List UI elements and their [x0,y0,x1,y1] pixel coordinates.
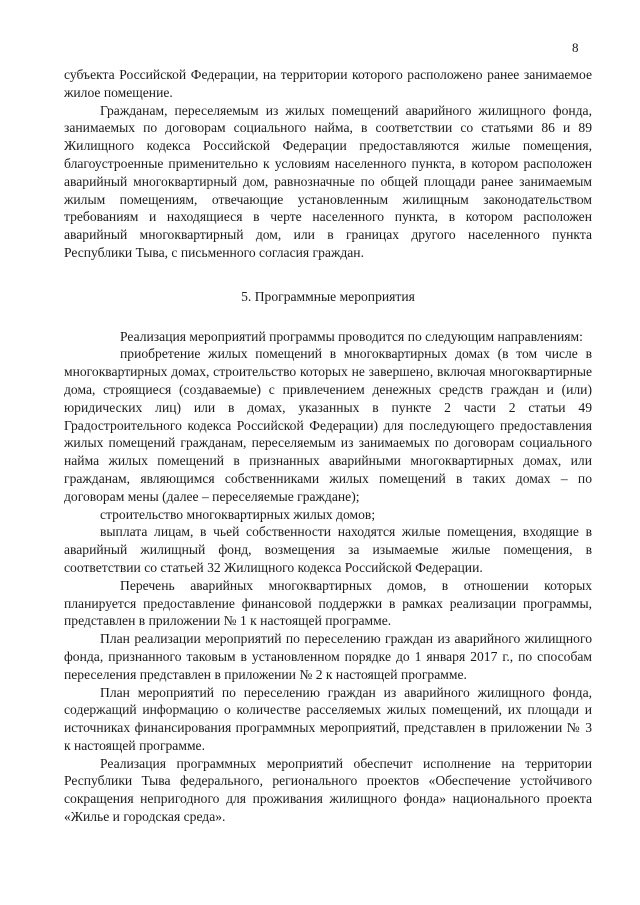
paragraph-appendix-3: План мероприятий по переселению граждан из аварийного жилищного фонда, содержащий информацию о количестве расселяемых жилых помещений, их площади и источниках финансирования программных мероприятий, представлен в приложении № 3 к настоящей программе. [64,684,592,753]
section-heading: 5. Программные мероприятия [241,288,415,304]
list-item-compensation: выплата лицам, в чьей собственности находятся жилые помещения, входящие в аварийный жилищный фонд, возмещения за изымаемые жилые помещения, в соответствии со статьей 32 Жилищного кодекса Российской Федерации. [64,524,592,575]
paragraph-appendix-1: Перечень аварийных многоквартирных домов, в отношении которых планируется предоставление финансовой поддержки в рамках реализации программы, представлен в приложении № 1 к настоящей программе. [64,577,592,629]
paragraph-appendix-2: План реализации мероприятий по переселению граждан из аварийного жилищного фонда, признанного таковым в установленном порядке до 1 января 2017 г., по способам переселения представлен в приложении № 2 к настоящей программе. [64,631,592,682]
list-item-construction: строительство многоквартирных жилых домов; [100,506,376,522]
page-number: 8 [572,40,579,55]
list-item-acquisition: приобретение жилых помещений в многоквартирных домах (в том числе в многоквартирных домах, строительство которых не завершено, включая многоквартирные дома, строящиеся (создаваемые) с привлечением денежных средств граждан и (или) юридических лиц) или в домах, указанных в пункте 2 части 2 статьи 49 Градостроительного кодекса Российской Федерации) для последующего предоставления жилых помещений гражданам, переселяемым из занимаемых по договорам социального найма жилых помещений в признанных аварийными многоквартирных домах, или гражданам, являющимся собственниками жилых помещений в таких домах – по договорам мены (далее – переселяемые граждане); [64,346,592,504]
document-body [64,66,592,826]
paragraph-resettlement-social-rent: Гражданам, переселяемым из жилых помещений аварийного жилищного фонда, занимаемых по договорам социального найма, в соответствии со статьями 86 и 89 Жилищного кодекса Российской Федерации предоставляются жилые помещения, благоустроенные применительно к условиям населенного пункта, в котором расположен аварийный многоквартирный дом, равнозначные по общей площади ранее занимаемым жилым помещениям, отвечающие установленным жилищным законодательством требованиям и находящиеся в черте населенного пункта, в котором расположен аварийный многоквартирный дом, или в границах другого населенного пункта Республики Тыва, с письменного согласия граждан. [64,102,592,260]
paragraph-directions-intro: Реализация мероприятий программы проводится по следующим направлениям: [120,328,583,344]
paragraph-national-project: Реализация программных мероприятий обеспечит исполнение на территории Республики Тыва федерального, регионального проектов «Обеспечение устойчивого сокращения непригодного для проживания жилищного фонда» национального проекта «Жилье и городская среда». [64,755,592,825]
paragraph-continuation: субъекта Российской Федерации, на территории которого расположено ранее занимаемое жилое помещение. [64,67,592,100]
